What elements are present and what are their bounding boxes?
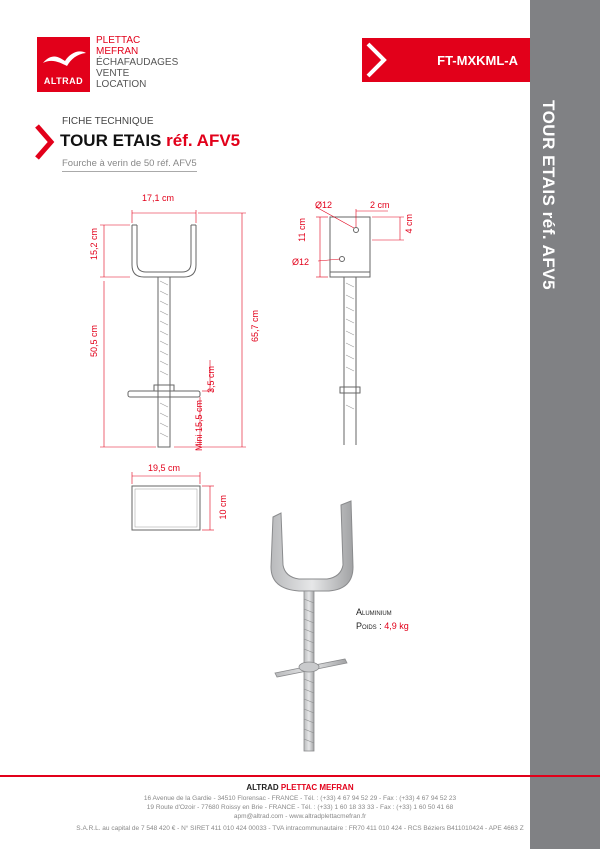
altrad-logo	[37, 37, 90, 92]
dim-side-height: 11 cm	[297, 218, 307, 242]
dim-fork-height: 15,2 cm	[89, 228, 99, 261]
dim-side-hole: 4 cm	[404, 214, 414, 234]
side-title: TOUR ETAIS réf. AFV5	[539, 100, 558, 291]
bird-logo-icon	[37, 41, 90, 76]
base-plate-drawing	[120, 470, 220, 540]
chevron-right-icon	[364, 38, 404, 82]
side-view-drawing	[300, 195, 420, 445]
logo-word: ALTRAD	[43, 76, 84, 86]
brand-line: PLETTAC	[96, 35, 141, 46]
title-ref: réf. AFV5	[166, 131, 241, 150]
brand-line: MEFRAN	[96, 46, 139, 57]
footer-legal: S.A.R.L. au capital de 7 548 420 € - N° SIRET 411 010 424 00033 - TVA intracommunautaire : FR70 411 010 424 - RCS Béziers B411010424 - APE 4663 Z	[76, 825, 524, 832]
footer-address-2: 19 Route d'Ozoir - 77680 Roissy en Brie - FRANCE - Tél. : (+33) 1 60 18 33 33 - Fax : (+33) 1 60 50 41 68	[146, 804, 454, 811]
dim-base-width: 19,5 cm	[148, 463, 181, 473]
front-view-drawing	[90, 195, 265, 460]
product-illustration	[255, 495, 370, 760]
spec-weight-value: 4,9 kg	[384, 621, 409, 631]
spec-block	[356, 605, 409, 633]
footer-brand-a: ALTRAD	[246, 783, 279, 792]
dim-hole-top: Ø12	[315, 200, 333, 210]
page-title	[60, 131, 240, 151]
dim-top-width: 17,1 cm	[142, 193, 175, 203]
footer-address-1: 16 Avenue de la Gardie - 34510 Florensac - FRANCE - Tél. : (+33) 4 67 94 52 29 - Fax : (+33) 4 67 94 52 23	[143, 795, 457, 802]
doc-reference-label: FT-MXKML-A	[437, 52, 518, 68]
footer-rule	[0, 775, 600, 777]
dim-min-height: Mini 15,5 cm	[194, 400, 204, 452]
brand-line: VENTE	[96, 68, 130, 79]
brand-line: ÉCHAFAUDAGES	[96, 57, 179, 68]
footer-brand-b: PLETTAC MEFRAN	[278, 783, 354, 792]
page-subtitle: Fourche à verin de 50 réf. AFV5	[62, 158, 197, 172]
chevron-right-icon	[34, 124, 56, 160]
footer-brand	[0, 783, 600, 792]
dim-overall-height: 65,7 cm	[250, 310, 260, 343]
doc-reference	[362, 38, 530, 82]
brand-line: LOCATION	[96, 79, 147, 90]
spec-material: Aluminium	[356, 607, 392, 617]
fiche-label: FICHE TECHNIQUE	[62, 116, 154, 127]
dim-hole-bottom: Ø12	[292, 257, 310, 267]
dim-hole-offset: 2 cm	[370, 200, 390, 210]
spec-weight-label: Poids :	[356, 621, 382, 631]
dim-screw-length: 50,5 cm	[89, 325, 99, 358]
footer-email: apm@altrad.com - www.altradplettacmefran.fr	[233, 813, 367, 820]
title-main: TOUR ETAIS	[60, 131, 162, 150]
dim-nut-height: 3,5 cm	[206, 366, 216, 394]
brand-block	[96, 35, 178, 90]
dim-base-height: 10 cm	[218, 495, 228, 520]
